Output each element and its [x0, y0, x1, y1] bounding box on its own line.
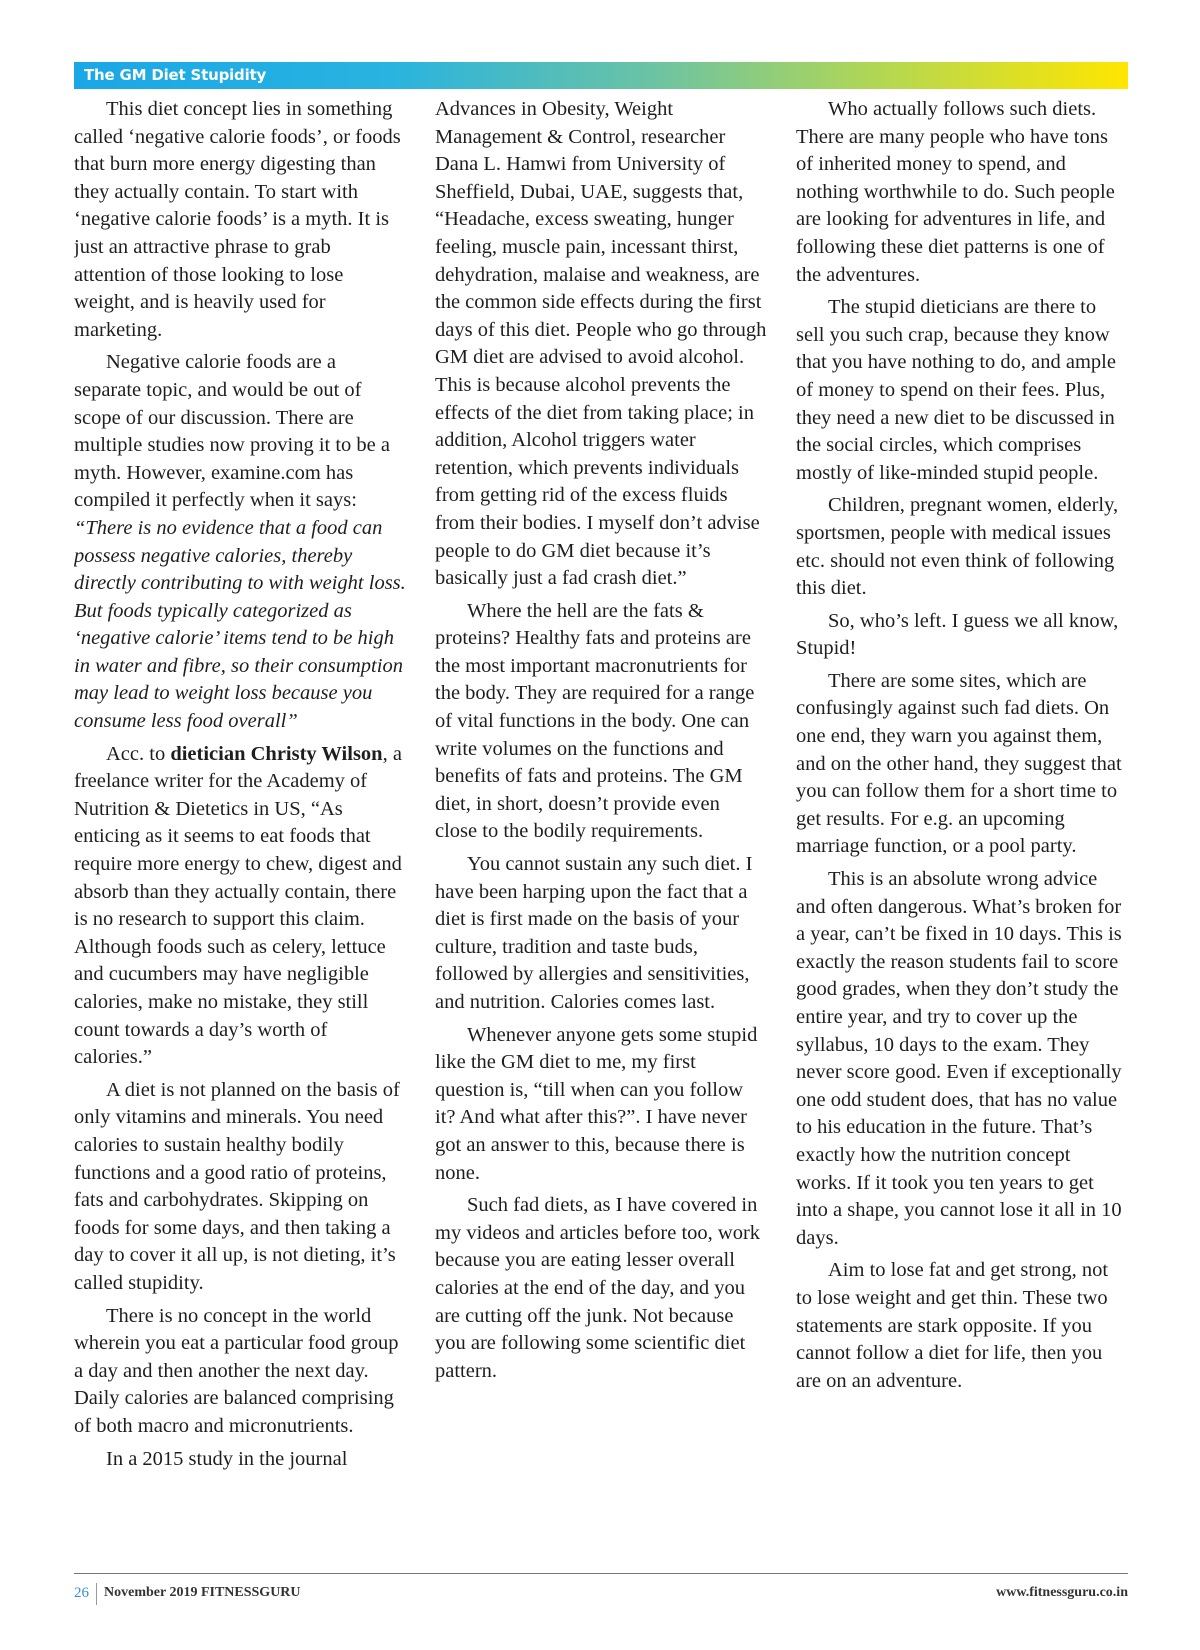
paragraph: Children, pregnant women, elderly, sportsmen, people with medical issues etc. should not even think of following this diet. — [796, 494, 1119, 600]
article-body — [74, 96, 1128, 1554]
footer-separator — [96, 1583, 97, 1605]
section-title: The GM Diet Stupidity — [84, 66, 267, 84]
paragraph: Where the hell are the fats & proteins? Healthy fats and proteins are the most important macronutrients for the body. They are required for a range of vital functions in the body. One can write volumes on the functions and benefits of fats and proteins. The GM diet, in short, doesn’t provide even close to the bodily requirements. — [435, 599, 755, 843]
paragraph: A diet is not planned on the basis of only vitamins and minerals. You need calories to sustain healthy bodily functions and a good ratio of proteins, fats and carbohydrates. Skipping on foods for some days, and then taking a day to cover it all up, is not dieting, it’s called stupidity. — [74, 1078, 400, 1294]
paragraph-lead: Acc. to — [106, 742, 171, 765]
paragraph — [74, 741, 406, 1072]
paragraph: Advances in Obesity, Weight Management & Control, researcher Dana L. Hamwi from University of Sheffield, Dubai, UAE, suggests that, “Headache, excess sweating, hunger feeling, muscle pain, incessant thirst, dehydration, malaise and weakness, are the common side effects during the first days of this diet. People who go through GM diet are advised to avoid alcohol. This is because alcohol prevents the effects of the diet from taking place; in addition, Alcohol triggers water retention, which prevents individuals from getting rid of the excess fluids from their bodies. I myself don’t advise people to do GM diet because it’s basically just a fad crash diet.” — [435, 98, 767, 590]
expert-name: dietician Christy Wilson — [170, 742, 383, 765]
footer-divider — [74, 1573, 1128, 1574]
paragraph: There is no concept in the world wherein you eat a particular food group a day and then another the next day. Daily calories are balanced comprising of both macro and micronutrients. — [74, 1304, 399, 1437]
paragraph: The stupid dieticians are there to sell you such crap, because they know that you have nothing to do, and ample of money to spend on their fees. Plus, they need a new diet to be discussed in the social circles, which comprises mostly of like-minded stupid people. — [796, 296, 1116, 484]
column-3 — [796, 96, 1128, 1554]
issue-label: November 2019 FITNESSGURU — [104, 1585, 301, 1600]
column-1 — [74, 96, 406, 1554]
paragraph: This is an absolute wrong advice and often dangerous. What’s broken for a year, can’t be fixed in 10 days. This is exactly the reason students fail to score good grades, when they don’t study the entire year, and try to cover up the syllabus, 10 days to the exam. They never score good. Even if exceptionally one odd student does, that has no value to his education in the future. That’s exactly how the nutrition concept works. If it took you ten years to get into a shape, you cannot lose it all in 10 days. — [796, 868, 1122, 1249]
section-header-bar — [74, 62, 1128, 89]
paragraph — [74, 349, 406, 735]
page-footer — [74, 1583, 1128, 1607]
paragraph: This diet concept lies in something called ‘negative calorie foods’, or foods that burn more energy digesting than they actually contain. To start with ‘negative calorie foods’ is a myth. It is just an attractive phrase to grab attention of those looking to lose weight, and is heavily used for marketing. — [74, 98, 401, 341]
paragraph: So, who’s left. I guess we all know, Stupid! — [796, 609, 1119, 660]
paragraph: Aim to lose fat and get strong, not to lose weight and get thin. These two statements are stark opposite. If you cannot follow a diet for life, then you are on an adventure. — [796, 1259, 1109, 1392]
paragraph-text: , a freelance writer for the Academy of Nutrition & Dietetics in US, “As enticing as it seems to eat foods that require more energy to chew, digest and absorb than they actually contain, there is no research to support this claim. Although foods such as celery, lettuce and cucumbers may have negligible calories, make no mistake, they still count towards a day’s worth of calories.” — [74, 742, 402, 1069]
column-2 — [435, 96, 767, 1554]
paragraph: You cannot sustain any such diet. I have been harping upon the fact that a diet is first made on the basis of your culture, tradition and taste buds, followed by allergies and sensitivities, and nutrition. Calories comes last. — [435, 853, 753, 1013]
website-url: www.fitnessguru.co.in — [996, 1585, 1128, 1600]
page-number: 26 — [74, 1585, 89, 1601]
paragraph: There are some sites, which are confusingly against such fad diets. On one end, they warn you against them, and on the other hand, they suggest that you can follow them for a short time to get results. For e.g. an upcoming marriage function, or a pool party. — [796, 669, 1122, 858]
paragraph-text: Negative calorie foods are a separate topic, and would be out of scope of our discussion. There are multiple studies now proving it to be a myth. However, examine.com has compiled it perfectly when it says: — [74, 351, 391, 512]
paragraph: Such fad diets, as I have covered in my videos and articles before too, work because you are eating lesser overall calories at the end of the day, and you are cutting off the junk. Not because you are following some scientific diet pattern. — [435, 1194, 761, 1382]
pull-quote: “There is no evidence that a food can possess negative calories, thereby directly contributing to with weight loss. But foods typically categorized as ‘negative calorie’ items tend to be high in water and fibre, so their consumption may lead to weight loss because you consume less food overall” — [74, 516, 406, 733]
paragraph: In a 2015 study in the journal — [106, 1447, 348, 1470]
paragraph: Whenever anyone gets some stupid like the GM diet to me, my first question is, “till when can you follow it? And what after this?”. I have never got an answer to this, because there is none. — [435, 1023, 758, 1184]
paragraph: Who actually follows such diets. There are many people who have tons of inherited money to spend, and nothing worthwhile to do. Such people are looking for adventures in life, and following these diet patterns is one of the adventures. — [796, 98, 1115, 286]
